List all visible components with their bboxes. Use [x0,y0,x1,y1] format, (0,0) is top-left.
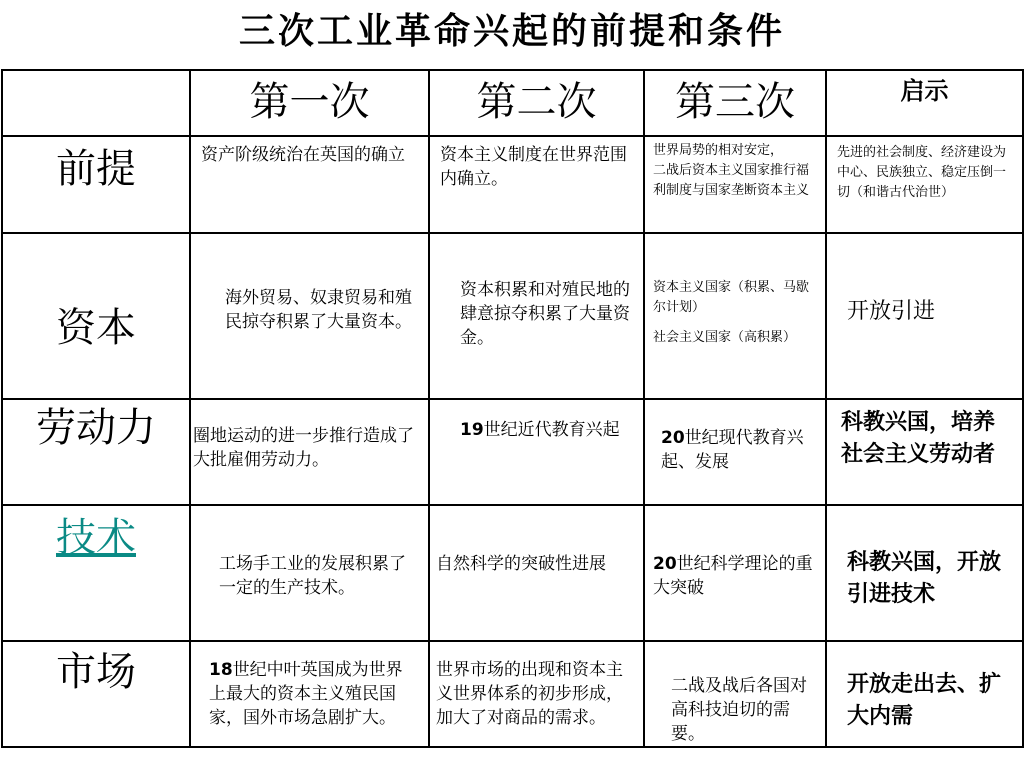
header-first: 第一次 [190,70,429,136]
table-row-market [2,641,1023,747]
row-label-premise: 前提 [56,146,136,192]
table-row-capital [2,233,1023,399]
cell-market-first: 18世纪中叶英国成为世界上最大的资本主义殖民国家，国外市场急剧扩大。 [190,641,429,747]
cell-premise-first: 资产阶级统治在英国的确立 [190,136,429,233]
header-row [2,70,1023,136]
row-label-technology-link[interactable]: 技术 [56,515,136,561]
cell-labor-third: 20世纪现代教育兴起、发展 [644,399,826,505]
cell-market-second: 世界市场的出现和资本主义世界体系的初步形成，加大了对商品的需求。 [429,641,644,747]
row-label-market: 市场 [56,649,136,695]
cell-labor-insight: 科教兴国，培养社会主义劳动者 [826,399,1023,505]
row-label-cell [2,233,190,399]
header-corner-cell [2,70,190,136]
cell-labor-first: 圈地运动的进一步推行造成了大批雇佣劳动力。 [190,399,429,505]
cell-capital-first: 海外贸易、奴隶贸易和殖民掠夺积累了大量资本。 [190,233,429,399]
cell-premise-second: 资本主义制度在世界范围内确立。 [429,136,644,233]
cell-technology-third: 20世纪科学理论的重大突破 [644,505,826,641]
row-label-capital: 资本 [56,305,136,351]
table-row-labor [2,399,1023,505]
cell-market-third: 二战及战后各国对高科技迫切的需要。 [644,641,826,747]
cell-technology-second: 自然科学的突破性进展 [429,505,644,641]
slide-title: 三次工业革命兴起的前提和条件 [238,10,785,52]
header-third: 第三次 [644,70,826,136]
row-label-cell [2,505,190,641]
comparison-table [1,69,1024,748]
cell-capital-second: 资本积累和对殖民地的肆意掠夺积累了大量资金。 [429,233,644,399]
header-insight: 启示 [826,70,1023,136]
row-label-cell [2,641,190,747]
cell-capital-insight: 开放引进 [826,233,1023,399]
header-second: 第二次 [429,70,644,136]
table-row-premise [2,136,1023,233]
table-row-technology [2,505,1023,641]
row-label-labor: 劳动力 [36,405,156,451]
cell-premise-third: 世界局势的相对安定， 二战后资本主义国家推行福利制度与国家垄断资本主义 [644,136,826,233]
cell-capital-third: 资本主义国家（积累、马歇尔计划） 社会主义国家（高积累） [644,233,826,399]
row-label-cell [2,136,190,233]
row-label-cell [2,399,190,505]
cell-technology-insight: 科教兴国，开放引进技术 [826,505,1023,641]
cell-market-insight: 开放走出去、扩大内需 [826,641,1023,747]
cell-technology-first: 工场手工业的发展积累了一定的生产技术。 [190,505,429,641]
cell-labor-second: 19世纪近代教育兴起 [429,399,644,505]
cell-premise-insight: 先进的社会制度、经济建设为中心、民族独立、稳定压倒一切（和谐古代治世） [826,136,1023,233]
